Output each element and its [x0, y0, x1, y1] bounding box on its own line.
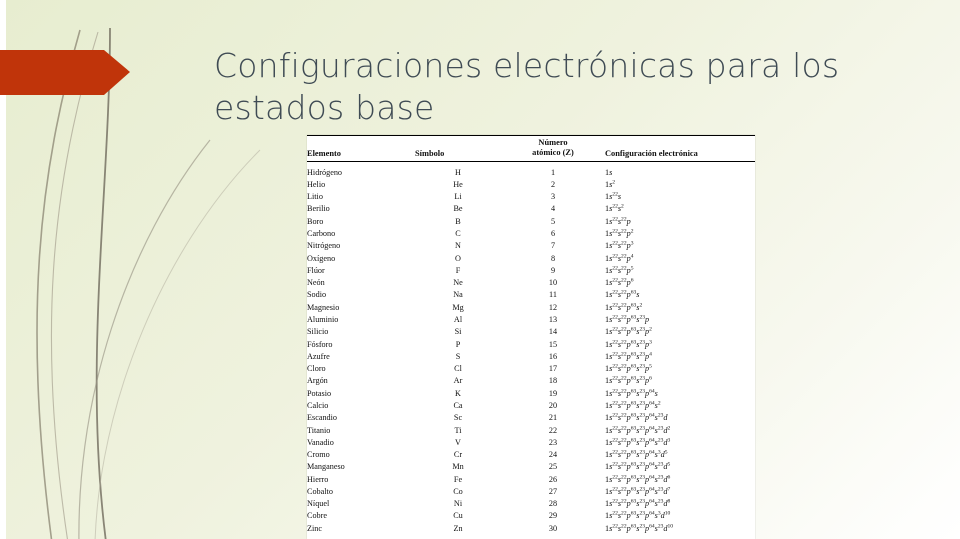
cell-element: Neón [307, 278, 325, 288]
cell-element: Cromo [307, 450, 330, 460]
table-row [307, 277, 755, 289]
cell-symbol: Be [453, 204, 463, 214]
cell-configuration: $1s^{22}s^{22}p^{63}s^{23}p^5$ [605, 363, 652, 374]
table-row [307, 498, 755, 510]
cell-element: Magnesio [307, 302, 340, 312]
cell-symbol: Ar [453, 376, 463, 386]
cell-symbol: Ca [453, 400, 463, 410]
cell-symbol: Mn [452, 462, 464, 472]
electron-configuration-table-card [307, 135, 755, 539]
cell-atomic-number: 20 [548, 400, 558, 410]
cell-symbol: Al [453, 314, 463, 324]
cell-element: Escandio [307, 413, 338, 423]
cell-atomic-number: 7 [550, 241, 556, 251]
cell-symbol: Co [453, 486, 463, 496]
table-row [307, 522, 755, 534]
cell-element: Zinc [307, 523, 323, 533]
table-body [307, 166, 755, 534]
cell-symbol: Ti [454, 425, 462, 435]
column-header-element: Elemento [307, 149, 341, 158]
cell-symbol: Si [454, 327, 462, 337]
cell-atomic-number: 6 [550, 229, 556, 238]
cell-configuration: $1s^{22}s^{22}p^{63}s^{23}p^6$ [605, 375, 652, 386]
table-row [307, 412, 755, 424]
table-row [307, 363, 755, 375]
cell-atomic-number: 9 [550, 265, 556, 275]
page-title: Configuraciones electrónicas para los estados base [214, 46, 840, 127]
table-row [307, 178, 755, 190]
cell-symbol: Na [453, 290, 463, 300]
cell-atomic-number: 13 [548, 314, 558, 324]
cell-configuration: $1s^{22}s^{22}p^3$ [605, 240, 634, 251]
cell-configuration: $1s^{22}s^{22}p^5$ [605, 265, 634, 275]
cell-configuration: $1s^{22}s^{22}p^{63}s^{23}p^3$ [605, 338, 652, 349]
cell-configuration: $1s^{22}s^{22}p^{63}s^2$ [605, 301, 643, 312]
cell-symbol: K [455, 388, 461, 398]
cell-atomic-number: 26 [548, 474, 558, 484]
accent-arrow-banner [0, 50, 130, 95]
cell-configuration: $1s^{22}s^{22}p^{63}s$ [605, 289, 640, 300]
electron-configuration-table [307, 135, 755, 534]
table-row [307, 448, 755, 460]
cell-atomic-number: 21 [548, 413, 558, 423]
cell-symbol: B [455, 216, 461, 226]
cell-configuration: $1s^{22}s^{22}p^{63}s^{23}p^{64}s^2$ [605, 400, 661, 410]
cell-atomic-number: 27 [548, 486, 558, 496]
cell-element: Cobre [307, 511, 328, 521]
cell-symbol: Cl [454, 364, 462, 374]
cell-configuration: $1s^{22}s^{22}p^6$ [605, 277, 634, 288]
table-row [307, 313, 755, 325]
cell-symbol: P [455, 339, 461, 349]
table-row [307, 387, 755, 399]
cell-configuration: $1s^{22}s^{22}p$ [605, 215, 631, 226]
cell-atomic-number: 29 [548, 511, 558, 521]
cell-configuration: $1s^{22}s^{22}p^{63}s^{23}p^{64}s^{23}d^2$ [605, 424, 671, 435]
table-row [307, 399, 755, 411]
table-row [307, 301, 755, 313]
cell-atomic-number: 25 [548, 462, 558, 472]
cell-element: Helio [307, 179, 326, 189]
cell-atomic-number: 5 [550, 216, 556, 226]
cell-element: Níquel [307, 499, 330, 509]
cell-element: Vanadio [307, 437, 334, 447]
cell-atomic-number: 15 [548, 339, 558, 349]
cell-atomic-number: 1 [550, 167, 556, 177]
cell-configuration: $1s^{22}s^{22}p^4$ [605, 252, 634, 263]
cell-configuration: $1s^{22}s^{22}p^{63}s^{23}p^{64}s^3d^5$ [605, 449, 668, 460]
cell-element: Aluminio [307, 314, 339, 324]
table-row [307, 326, 755, 338]
table-row [307, 424, 755, 436]
table-header [307, 136, 755, 167]
table-row [307, 264, 755, 276]
cell-atomic-number: 17 [548, 364, 558, 374]
table-row [307, 191, 755, 203]
table-row [307, 240, 755, 252]
table-row [307, 289, 755, 301]
column-header-configuration: Configuración electrónica [605, 149, 698, 158]
table-row [307, 203, 755, 215]
table-row [307, 166, 755, 178]
cell-element: Fósforo [307, 339, 333, 349]
cell-element: Argón [307, 376, 328, 386]
cell-configuration: $1s^2$ [605, 179, 616, 189]
cell-symbol: Li [454, 192, 462, 202]
cell-configuration: $1s^{22}s^{22}p^{63}s^{23}p^{64}s^{23}d^7$ [605, 486, 671, 496]
cell-atomic-number: 8 [550, 253, 556, 263]
cell-symbol: Fe [453, 474, 463, 484]
table-row [307, 227, 755, 239]
cell-atomic-number: 2 [550, 179, 556, 189]
cell-atomic-number: 18 [548, 376, 558, 386]
cell-configuration: $1s^{22}s^{22}p^{63}s^{23}p^{64}s^{23}d^6$ [605, 473, 671, 484]
cell-element: Litio [307, 192, 323, 202]
table-row [307, 338, 755, 350]
cell-symbol: Cr [453, 450, 463, 460]
cell-configuration: $1s^{22}s^{22}p^2$ [605, 228, 634, 238]
column-header-atomic-number-line2: atómico (Z) [532, 148, 574, 157]
cell-element: Berilio [307, 204, 330, 214]
cell-element: Sodio [307, 290, 327, 300]
table-row [307, 473, 755, 485]
table-row [307, 436, 755, 448]
cell-configuration: 1s [605, 167, 613, 177]
cell-element: Boro [307, 216, 324, 226]
cell-element: Cobalto [307, 486, 333, 496]
table-row [307, 375, 755, 387]
cell-atomic-number: 10 [548, 278, 558, 288]
cell-element: Silicio [307, 327, 329, 337]
cell-configuration: $1s^{22}s^{22}p^{63}s^{23}p^{64}s^{23}d^{10}$ [605, 523, 674, 533]
column-header-atomic-number [501, 136, 605, 162]
cell-element: Flúor [307, 265, 325, 275]
cell-symbol: S [455, 351, 461, 361]
cell-element: Azufre [307, 351, 330, 361]
cell-atomic-number: 24 [548, 450, 558, 460]
cell-configuration: $1s^{22}s^2$ [605, 203, 624, 214]
cell-atomic-number: 12 [548, 302, 558, 312]
cell-element: Nitrógeno [307, 241, 341, 251]
cell-configuration: $1s^{22}s^{22}p^{63}s^{23}p^{64}s^{23}d$ [605, 412, 668, 423]
cell-symbol: Mg [452, 302, 464, 312]
cell-atomic-number: 3 [550, 192, 556, 202]
cell-element: Hierro [307, 474, 329, 484]
cell-atomic-number: 11 [549, 290, 557, 300]
column-header-symbol: Símbolo [415, 149, 445, 158]
cell-symbol: He [453, 179, 463, 189]
cell-atomic-number: 22 [548, 425, 558, 435]
cell-atomic-number: 28 [548, 499, 558, 509]
table-row [307, 485, 755, 497]
table-row [307, 461, 755, 473]
cell-configuration: $1s^{22}s^{22}p^{63}s^{23}p^{64}s^{23}d^3$ [605, 437, 671, 447]
table-header-row [307, 136, 755, 162]
cell-configuration: $1s^{22}s^{22}p^{63}s^{23}p^2$ [605, 326, 652, 337]
cell-symbol: Zn [453, 523, 463, 533]
cell-element: Carbono [307, 229, 336, 238]
cell-symbol: Sc [453, 413, 463, 423]
cell-element: Calcio [307, 400, 329, 410]
cell-configuration: $1s^{22}s^{22}p^{63}s^{23}p^{64}s^{23}d^8$ [605, 498, 671, 509]
cell-symbol: V [455, 437, 461, 447]
cell-symbol: H [455, 167, 461, 177]
cell-element: Potasio [307, 388, 332, 398]
cell-configuration: $1s^{22}s$ [605, 191, 622, 202]
cell-atomic-number: 16 [548, 351, 558, 361]
table-row [307, 252, 755, 264]
cell-atomic-number: 19 [548, 388, 558, 398]
cell-symbol: O [455, 253, 461, 263]
cell-element: Titanio [307, 425, 331, 435]
cell-configuration: $1s^{22}s^{22}p^{63}s^{23}p^{64}s^{23}d^5$ [605, 461, 671, 472]
cell-atomic-number: 23 [548, 437, 558, 447]
cell-element: Manganeso [307, 462, 345, 472]
cell-element: Hidrógeno [307, 167, 343, 177]
cell-symbol: Ne [453, 278, 463, 288]
cell-element: Oxígeno [307, 253, 336, 263]
cell-atomic-number: 30 [548, 523, 558, 533]
cell-symbol: Ni [453, 499, 463, 509]
cell-symbol: Cu [453, 511, 463, 521]
cell-configuration: $1s^{22}s^{22}p^{63}s^{23}p^{64}s$ [605, 387, 658, 398]
cell-configuration: $1s^{22}s^{22}p^{63}s^{23}p$ [605, 314, 650, 324]
cell-atomic-number: 4 [550, 204, 556, 214]
cell-symbol: N [455, 241, 461, 251]
cell-symbol: F [455, 265, 461, 275]
cell-configuration: $1s^{22}s^{22}p^{63}s^{23}p^{64}s^3d^{10}$ [605, 510, 671, 521]
table-row [307, 510, 755, 522]
table-row [307, 350, 755, 362]
cell-element: Cloro [307, 364, 326, 374]
cell-atomic-number: 14 [548, 327, 558, 337]
table-row [307, 215, 755, 227]
cell-symbol: C [455, 229, 461, 238]
column-header-atomic-number-line1: Número [538, 138, 568, 147]
cell-configuration: $1s^{22}s^{22}p^{63}s^{23}p^4$ [605, 351, 652, 361]
